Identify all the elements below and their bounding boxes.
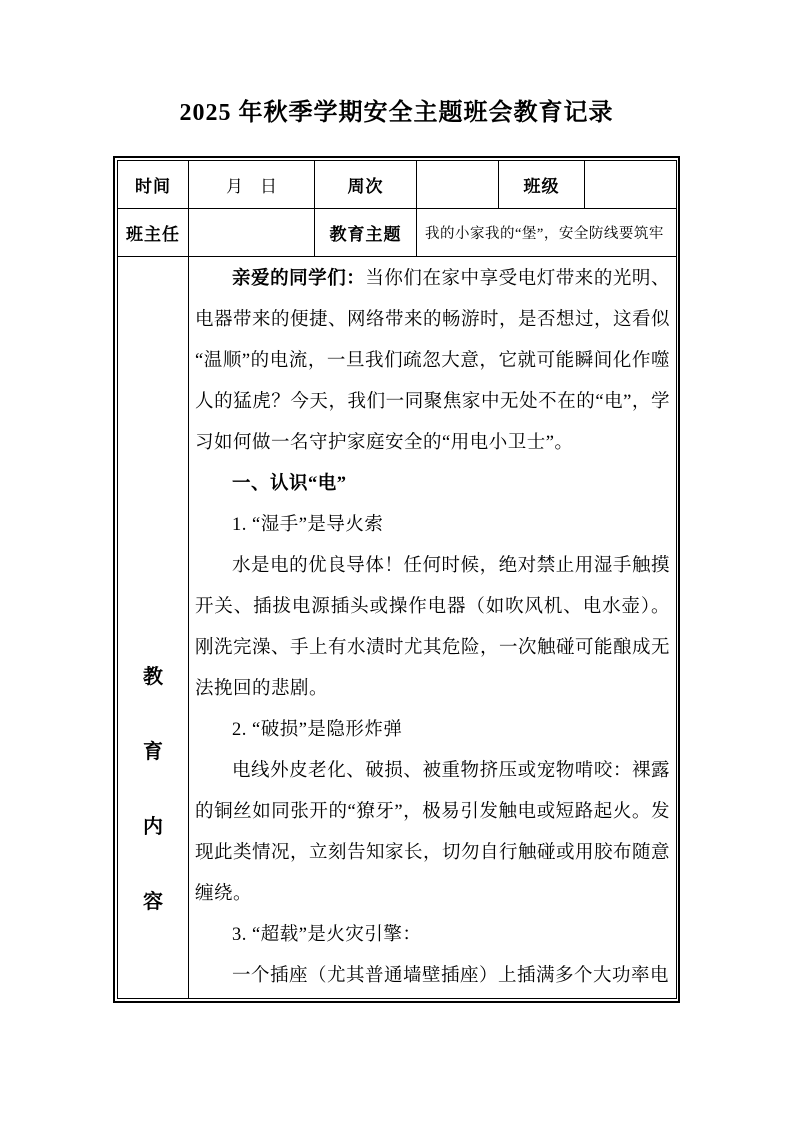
row-content bbox=[118, 257, 677, 999]
paragraph-wet-hands: 水是电的优良导体！任何时候，绝对禁止用湿手触摸开关、插拔电源插头或操作电器（如吹风机、电水壶）。刚洗完澡、手上有水渍时尤其危险，一次触碰可能酿成无法挽回的悲剧。 bbox=[195, 555, 671, 699]
subheading-3: 3. “超载”是火灾引擎： bbox=[232, 924, 422, 945]
theme-value-cell: 我的小家我的“堡”，安全防线要筑牢 bbox=[417, 209, 677, 257]
teacher-label: 班主任 bbox=[118, 209, 189, 257]
teacher-value-cell bbox=[189, 209, 315, 257]
paragraph-intro-lead: 亲爱的同学们： bbox=[232, 268, 366, 289]
time-label: 时间 bbox=[118, 161, 189, 209]
record-form-table-border bbox=[113, 156, 680, 1003]
row-teacher-theme bbox=[118, 209, 677, 257]
page-title: 2025 年秋季学期安全主题班会教育记录 bbox=[179, 100, 614, 126]
class-value-cell bbox=[585, 161, 677, 209]
subheading-2: 2. “破损”是隐形炸弹 bbox=[232, 719, 403, 740]
section-heading-1: 一、认识“电” bbox=[232, 473, 347, 494]
subheading-1: 1. “湿手”是导火索 bbox=[232, 514, 384, 535]
week-label: 周次 bbox=[315, 161, 417, 209]
content-label-cell bbox=[118, 257, 189, 999]
record-form-table bbox=[117, 160, 677, 999]
content-body bbox=[189, 258, 676, 998]
row-time-week-class bbox=[118, 161, 677, 209]
content-label-char: 容 bbox=[143, 890, 163, 913]
paragraph-damaged-wires: 电线外皮老化、破损、被重物挤压或宠物啃咬：裸露的铜丝如同张开的“獠牙”，极易引发触电或短路起火。发现此类情况，立刻告知家长，切勿自行触碰或用胶布随意缠绕。 bbox=[195, 760, 671, 904]
week-value-cell bbox=[417, 161, 499, 209]
content-cell bbox=[189, 257, 677, 999]
content-label-char: 教 bbox=[143, 665, 163, 688]
paragraph-overload: 一个插座（尤其普通墙壁插座）上插满多个大功率电 bbox=[232, 965, 670, 986]
paragraph-intro-text: 当你们在家中享受电灯带来的光明、电器带来的便捷、网络带来的畅游时，是否想过，这看似“温顺”的电流，一旦我们疏忽大意，它就可能瞬间化作噬人的猛虎？今天，我们一同聚焦家中无处不在的“电”，学习如何做一名守护家庭安全的“用电小卫士”。 bbox=[195, 268, 671, 453]
class-label: 班级 bbox=[499, 161, 585, 209]
content-label-char: 育 bbox=[143, 740, 163, 763]
theme-label: 教育主题 bbox=[315, 209, 417, 257]
paragraph-intro bbox=[195, 259, 670, 464]
time-value-cell: 月 日 bbox=[189, 161, 315, 209]
content-label-char: 内 bbox=[143, 815, 163, 838]
content-vertical-label bbox=[118, 660, 188, 914]
